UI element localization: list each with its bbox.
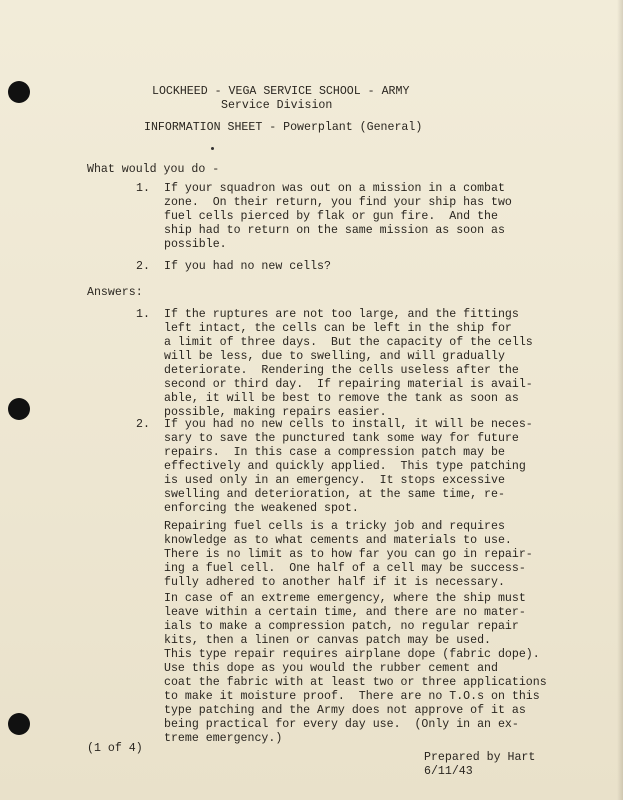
answer-line: effectively and quickly applied. This type patching	[164, 460, 526, 473]
answer-line: sary to save the punctured tank some way for future	[164, 432, 519, 445]
answer-line: possible, making repairs easier.	[164, 406, 387, 419]
answer-line: deteriorate. Rendering the cells useless after the	[164, 364, 519, 377]
answer-line: swelling and deterioration, at the same time, re-	[164, 488, 505, 501]
paragraph-line: There is no limit as to how far you can go in repair-	[164, 548, 533, 561]
paragraph-line: knowledge as to what cements and materials to use.	[164, 534, 512, 547]
answer-line: able, it will be best to remove the tank as soon as	[164, 392, 519, 405]
paragraph-line: to make it moisture proof. There are no T.O.s on this	[164, 690, 540, 703]
prepared-date: 6/11/43	[424, 765, 473, 778]
paragraph-line: ing a fuel cell. One half of a cell may be success-	[164, 562, 526, 575]
punch-hole	[8, 713, 30, 735]
paragraph-line: Repairing fuel cells is a tricky job and requires	[164, 520, 505, 533]
paragraph-line: This type repair requires airplane dope (fabric dope).	[164, 648, 540, 661]
question-line: zone. On their return, you find your ship has two	[164, 196, 512, 209]
sheet-title: INFORMATION SHEET - Powerplant (General)	[144, 121, 423, 134]
paragraph-line: fully adhered to another half if it is necessary.	[164, 576, 505, 589]
paragraph-line: kits, then a linen or canvas patch may be used.	[164, 634, 491, 647]
paragraph-line: Use this dope as you would the rubber cement and	[164, 662, 498, 675]
stray-mark	[211, 147, 214, 150]
question-line: If your squadron was out on a mission in a combat	[164, 182, 505, 195]
paragraph-line: In case of an extreme emergency, where the ship must	[164, 592, 526, 605]
paragraph-line: ials to make a compression patch, no regular repair	[164, 620, 519, 633]
answer-line: a limit of three days. But the capacity of the cells	[164, 336, 533, 349]
paragraph-line: being practical for every day use. (Only in an ex-	[164, 718, 519, 731]
answer-number: 2.	[136, 418, 150, 431]
answer-line: repairs. In this case a compression patch may be	[164, 446, 505, 459]
question-line: ship had to return on the same mission as soon as	[164, 224, 505, 237]
header-subtitle: Service Division	[221, 99, 333, 112]
question-line: possible.	[164, 238, 227, 251]
answer-line: If you had no new cells to install, it will be neces-	[164, 418, 533, 431]
paragraph-line: leave within a certain time, and there are no mater-	[164, 606, 526, 619]
answer-line: enforcing the weakened spot.	[164, 502, 359, 515]
punch-hole	[8, 398, 30, 420]
paragraph-line: type patching and the Army does not approve of it as	[164, 704, 526, 717]
page-number: (1 of 4)	[87, 742, 143, 755]
paragraph-line: coat the fabric with at least two or three applications	[164, 676, 547, 689]
answers-label: Answers:	[87, 286, 143, 299]
page-edge	[617, 0, 623, 800]
question-number: 1.	[136, 182, 150, 195]
answer-line: second or third day. If repairing material is avail-	[164, 378, 533, 391]
question-number: 2.	[136, 260, 150, 273]
answer-line: will be less, due to swelling, and will gradually	[164, 350, 505, 363]
question-intro: What would you do -	[87, 163, 220, 176]
answer-line: left intact, the cells can be left in the ship for	[164, 322, 512, 335]
question-line: If you had no new cells?	[164, 260, 331, 273]
punch-hole	[8, 81, 30, 103]
answer-number: 1.	[136, 308, 150, 321]
answer-line: is used only in an emergency. It stops excessive	[164, 474, 505, 487]
question-line: fuel cells pierced by flak or gun fire. And the	[164, 210, 498, 223]
paragraph-line: treme emergency.)	[164, 732, 283, 745]
answer-line: If the ruptures are not too large, and the fittings	[164, 308, 519, 321]
prepared-by: Prepared by Hart	[424, 751, 536, 764]
header-title: LOCKHEED - VEGA SERVICE SCHOOL - ARMY	[152, 85, 410, 98]
